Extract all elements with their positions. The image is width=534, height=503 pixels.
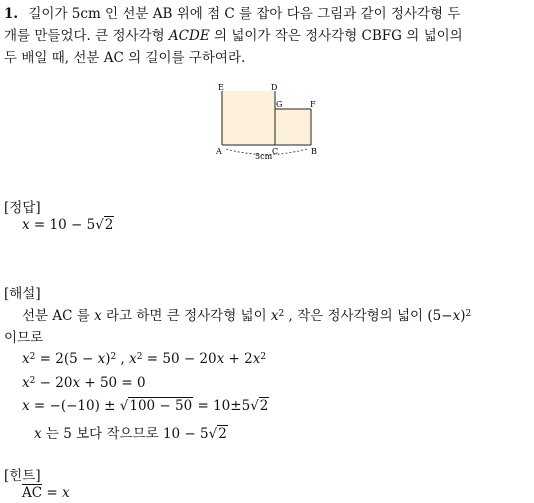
answer-radicand: 2 xyxy=(104,217,114,233)
eq2-s1: 2 xyxy=(29,376,36,386)
eq4-a: 는 5 보다 작으므로 10 − 5 xyxy=(41,426,209,442)
eq1-x5: x xyxy=(252,351,261,367)
label-f: F xyxy=(310,100,316,109)
exp-text-a: 선분 AC 를 xyxy=(22,308,95,324)
eq1-x: x xyxy=(22,351,30,367)
label-d: D xyxy=(271,83,278,92)
eq2-a: − 20 xyxy=(35,375,73,391)
large-square xyxy=(222,91,275,145)
problem-var-acde: ACDE xyxy=(168,28,210,44)
equation-3 xyxy=(22,398,269,414)
problem-line-3 xyxy=(4,46,245,66)
exp-var-x: x xyxy=(94,308,102,324)
label-e: E xyxy=(218,83,224,92)
explanation-line-2: 이므로 xyxy=(4,330,44,346)
problem-number: 1. xyxy=(4,6,19,22)
eq1-a: = 2(5 − xyxy=(35,351,98,367)
label-g: G xyxy=(276,100,283,109)
equation-2 xyxy=(22,375,146,391)
eq4-sqrt: √2 xyxy=(208,426,227,442)
exp-text-c: , 작은 정사각형의 넓이 (5− xyxy=(284,308,453,324)
eq3-a: = −(−10) ± xyxy=(29,398,120,414)
problem-line-2 xyxy=(4,24,463,44)
hint-var: x xyxy=(62,485,70,501)
eq3-radicand2: 2 xyxy=(259,398,269,414)
equation-4 xyxy=(34,422,228,442)
problem-line-1 xyxy=(4,2,460,22)
eq1-d: = 50 − 20 xyxy=(142,351,217,367)
answer-var: x xyxy=(22,217,30,233)
eq1-s1: 2 xyxy=(29,352,36,362)
answer-eq: = 10 − 5 xyxy=(29,217,96,233)
exp-text-d: ) xyxy=(460,308,466,324)
answer-header: [정답] xyxy=(4,200,41,216)
label-b: B xyxy=(311,147,317,156)
answer-sqrt: √2 xyxy=(95,217,114,233)
label-c: C xyxy=(272,147,279,156)
eq3-b: = 10±5 xyxy=(193,398,251,414)
eq1-x3: x xyxy=(129,351,137,367)
label-a: A xyxy=(216,147,222,156)
eq1-s3: 2 xyxy=(136,352,143,362)
answer-equation xyxy=(22,217,114,233)
eq1-s4: 2 xyxy=(260,352,267,362)
hint-eq: = xyxy=(42,485,62,501)
eq2-b: + 50 = 0 xyxy=(80,375,146,391)
eq4-x: x xyxy=(34,426,42,442)
eq3-radicand: 100 − 50 xyxy=(129,398,193,414)
eq4-radicand: 2 xyxy=(218,426,227,442)
eq1-x4: x xyxy=(216,351,225,367)
explanation-header: [해설] xyxy=(4,286,41,302)
eq3-sqrt2: √2 xyxy=(250,398,269,414)
eq3-sqrt: √100 − 50 xyxy=(119,398,193,414)
eq1-c: , xyxy=(116,351,130,367)
eq1-e: + 2 xyxy=(224,351,253,367)
exp-sup-1: 2 xyxy=(278,309,285,319)
eq2-x2: x xyxy=(72,375,81,391)
hint-header: [힌트] xyxy=(4,468,41,484)
problem-text-1: 길이가 5cm 인 선분 AB 위에 점 C 를 잡아 다음 그림과 같이 정사각형 두 xyxy=(28,6,461,22)
hint-segment: AC xyxy=(22,485,43,501)
hint-equation xyxy=(22,485,70,501)
problem-text-2: 개를 만들었다. 큰 정사각형 xyxy=(4,28,165,44)
exp-sup-2: 2 xyxy=(465,309,472,319)
small-square xyxy=(275,109,311,145)
eq1-x2: x xyxy=(97,351,106,367)
explanation-line-1 xyxy=(22,304,471,324)
eq1-b: ) xyxy=(105,351,111,367)
eq1-s2: 2 xyxy=(110,352,117,362)
exp-var-x3: x xyxy=(452,308,461,324)
exp-text-b: 라고 하면 큰 정사각형 넓이 xyxy=(101,308,271,324)
squares-figure xyxy=(212,80,324,162)
exp-var-x2: x xyxy=(270,308,279,324)
problem-text-2-end: 의 넓이가 작은 정사각형 CBFG 의 넓이의 xyxy=(213,28,463,44)
problem-text-3: 두 배일 때, 선분 AC 의 길이를 구하여라. xyxy=(4,50,246,66)
label-length: 5cm xyxy=(255,152,273,161)
eq2-x: x xyxy=(22,375,30,391)
eq3-x: x xyxy=(22,398,30,414)
equation-1 xyxy=(22,351,266,367)
